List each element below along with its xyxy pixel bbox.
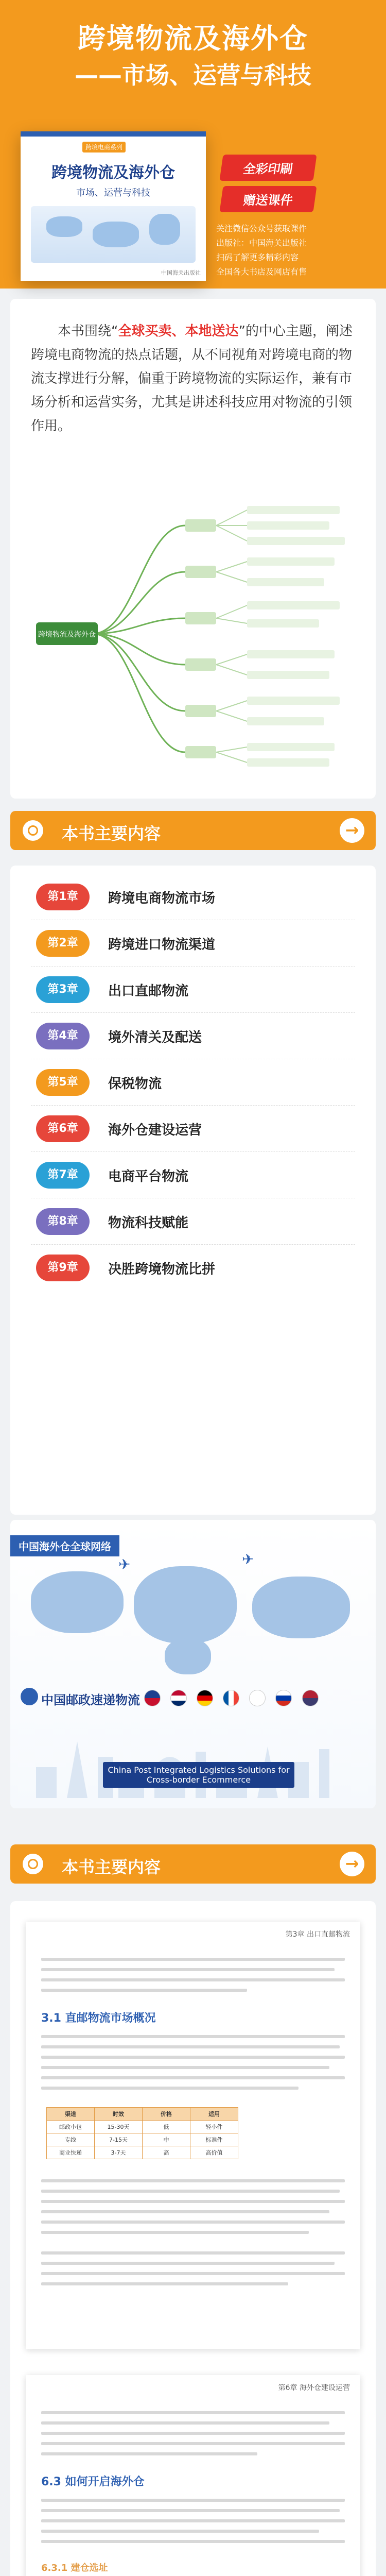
chapter-row <box>31 966 355 1013</box>
comparison-table <box>46 2107 238 2159</box>
cover-subtitle: 市场、运营与科技 <box>76 188 150 198</box>
running-header: 第3章 出口直邮物流 <box>285 1930 350 1939</box>
arrow-right-icon[interactable]: → <box>340 818 364 843</box>
china-post-logo-icon <box>21 1688 38 1705</box>
chapter-title: 出口直邮物流 <box>108 984 189 999</box>
continent-shape <box>134 1566 237 1643</box>
table-header-cell: 价格 <box>143 2108 190 2121</box>
page-heading: 3.1 直邮物流市场概况 <box>41 2012 156 2025</box>
chapter-row <box>31 920 355 967</box>
intro-suffix: ”的中心主题，阐述跨境电商物流的热点话题，从不同视角对跨境电商的物流支撑进行分解，偏重于跨境物流的实际运作，兼有市场分析和运营实务，尤其是讲述科技应用对物流的引领作用。 <box>31 324 353 434</box>
chapter-badge: 第7章 <box>36 1162 90 1189</box>
chapter-badge: 第9章 <box>36 1255 90 1281</box>
hero-title: 跨境物流及海外仓 <box>78 22 308 55</box>
chapter-title: 决胜跨境物流比拼 <box>108 1262 216 1277</box>
flag-icon <box>249 1690 266 1706</box>
flag-icon <box>170 1690 187 1706</box>
flag-icon <box>275 1690 292 1706</box>
network-caption: China Post Integrated Logistics Solutions for Cross-border Ecommerce <box>103 1762 294 1788</box>
flag-icon <box>302 1690 319 1706</box>
page-heading: 6.3 如何开启海外仓 <box>41 2476 145 2488</box>
book-cover <box>21 131 206 281</box>
chapter-title: 跨境电商物流市场 <box>108 891 216 906</box>
badge-full-color: 全彩印刷 <box>219 155 317 181</box>
cover-series-badge: 跨境电商系列 <box>82 142 126 152</box>
hero-info-line: 出版社：中国海关出版社 <box>216 238 307 248</box>
chapter-badge: 第1章 <box>36 884 90 910</box>
cover-publisher: 中国海关出版社 <box>161 269 201 276</box>
table-row <box>47 2133 238 2146</box>
chapter-title: 跨境进口物流渠道 <box>108 937 216 953</box>
table-cell: 高价值 <box>190 2146 238 2159</box>
chapter-badge: 第4章 <box>36 1023 90 1049</box>
table-row <box>47 2121 238 2133</box>
flag-icon <box>144 1690 161 1706</box>
table-header-cell: 渠道 <box>47 2108 95 2121</box>
network-tag: 中国海外仓全球网络 <box>10 1535 119 1556</box>
continent-shape <box>252 1577 350 1638</box>
chapter-row <box>31 873 355 920</box>
section-header-contents-2 <box>10 1844 376 1884</box>
chapter-badge: 第6章 <box>36 1115 90 1142</box>
section-ring-icon <box>23 820 43 841</box>
chapter-badge: 第5章 <box>36 1069 90 1096</box>
table-cell: 专线 <box>47 2133 95 2146</box>
badge-free-courseware: 赠送课件 <box>219 186 317 212</box>
intro-prefix: 本书围绕“ <box>58 324 118 339</box>
cover-map-illustration <box>31 206 196 263</box>
chapter-row <box>31 1151 355 1198</box>
chapter-title: 电商平台物流 <box>108 1169 189 1184</box>
mindmap-diagram <box>31 489 355 778</box>
table-header-cell: 时效 <box>95 2108 143 2121</box>
chapter-title: 保税物流 <box>108 1076 162 1092</box>
hero-banner <box>0 0 386 289</box>
chapter-badge: 第8章 <box>36 1208 90 1235</box>
intro-highlight: 全球买卖、本地送达 <box>118 324 239 339</box>
table-cell: 邮政小包 <box>47 2121 95 2133</box>
intro-text <box>31 319 355 438</box>
chapter-badge: 第2章 <box>36 930 90 957</box>
table-cell: 15-30天 <box>95 2121 143 2133</box>
hero-info-line: 全国各大书店及网店有售 <box>216 267 307 277</box>
country-flags <box>144 1690 326 1708</box>
continent-shape <box>165 1638 211 1674</box>
table-row <box>47 2146 238 2159</box>
chapter-title: 海外仓建设运营 <box>108 1123 202 1138</box>
chapter-title: 境外清关及配送 <box>108 1030 202 1045</box>
section-header-contents <box>10 811 376 850</box>
arrow-right-icon[interactable]: → <box>340 1852 364 1876</box>
chapter-title: 物流科技赋能 <box>108 1215 189 1231</box>
table-header-cell: 适用 <box>190 2108 238 2121</box>
sample-pages <box>10 1901 376 2576</box>
hero-info-line: 扫码了解更多精彩内容 <box>216 252 299 262</box>
table-cell: 高 <box>143 2146 190 2159</box>
intro-card <box>10 299 376 799</box>
table-cell: 标准件 <box>190 2133 238 2146</box>
table-cell: 中 <box>143 2133 190 2146</box>
chapter-row <box>31 1059 355 1106</box>
hero-subtitle: ——市场、运营与科技 <box>75 61 311 89</box>
chapter-row <box>31 1012 355 1059</box>
hero-badges <box>221 155 315 217</box>
sample-page-1 <box>26 1922 360 2349</box>
table-cell: 轻小件 <box>190 2121 238 2133</box>
mindmap-center-label: 跨境物流及海外仓 <box>38 631 96 639</box>
overseas-warehouse-network <box>10 1520 376 1808</box>
section-title: 本书主要内容 <box>62 1857 161 1877</box>
table-cell: 3-7天 <box>95 2146 143 2159</box>
airplane-icon: ✈ <box>118 1556 131 1573</box>
chapter-list <box>10 866 376 1515</box>
page-subheading: 6.3.1 建仓选址 <box>41 2563 108 2573</box>
chapter-row <box>31 1105 355 1152</box>
chapter-badge: 第3章 <box>36 976 90 1003</box>
hero-info <box>216 222 376 279</box>
continent-shape <box>31 1571 124 1633</box>
sample-page-2 <box>26 2375 360 2576</box>
chapter-row <box>31 1244 355 1291</box>
flag-icon <box>197 1690 213 1706</box>
section-title: 本书主要内容 <box>62 824 161 843</box>
chapter-row <box>31 1198 355 1245</box>
cover-stripe <box>21 131 206 137</box>
table-cell: 7-15天 <box>95 2133 143 2146</box>
running-header: 第6章 海外仓建设运营 <box>278 2384 350 2392</box>
table-cell: 商业快递 <box>47 2146 95 2159</box>
section-ring-icon <box>23 1854 43 1874</box>
hero-info-line: 关注微信公众号获取课件 <box>216 224 307 233</box>
airplane-icon: ✈ <box>242 1551 254 1568</box>
cover-title: 跨境物流及海外仓 <box>51 164 175 182</box>
flag-icon <box>223 1690 239 1706</box>
china-post-logo-text: 中国邮政速递物流 <box>41 1692 140 1707</box>
table-cell: 低 <box>143 2121 190 2133</box>
